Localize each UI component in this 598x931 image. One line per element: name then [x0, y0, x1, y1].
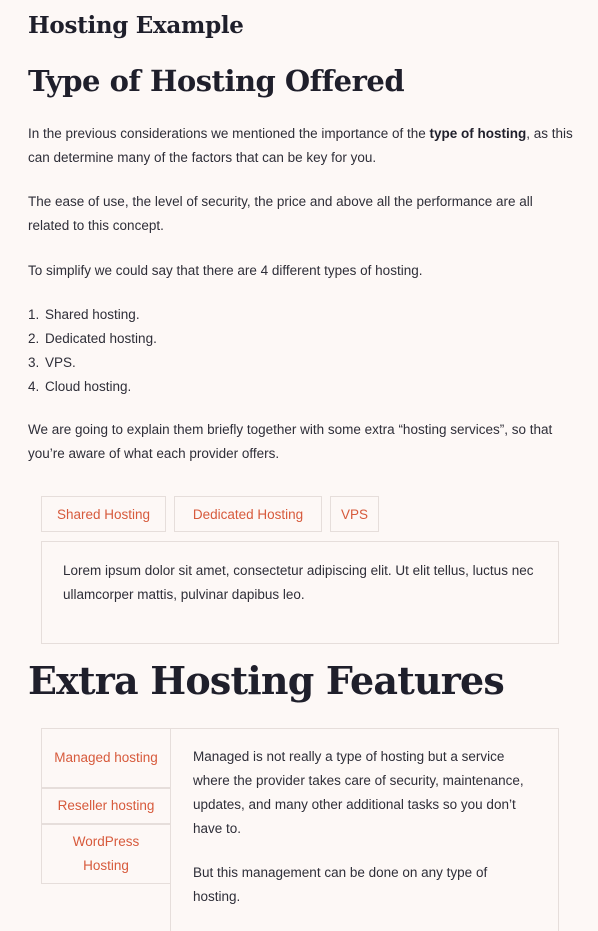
paragraph-types-count: To simplify we could say that there are 4 different types of hosting. — [28, 263, 423, 278]
vtab-panel-paragraph: But this management can be done on any type of hosting. — [193, 865, 488, 904]
vtab-panel-paragraph: Managed is not really a type of hosting but a service where the provider takes care of security, maintenance, updates, and many other additional tasks so you don’t have to. — [193, 749, 524, 836]
tab-panel — [41, 541, 559, 644]
list-item: 1. Shared hosting. — [28, 307, 140, 322]
paragraph-ease-of-use: The ease of use, the level of security, the price and above all the performance are all related to this concept. — [28, 194, 533, 233]
list-item: 2. Dedicated hosting. — [28, 331, 157, 346]
intro-text-bold: type of hosting — [429, 126, 527, 141]
vtab-panel — [170, 728, 559, 931]
tab-shared-hosting[interactable]: Shared Hosting — [41, 496, 166, 532]
section-heading-extra-features: Extra Hosting Features — [28, 658, 504, 703]
paragraph-explain: We are going to explain them briefly together with some extra “hosting services”, so that you’re aware of what each provider offers. — [28, 422, 553, 461]
tab-vps[interactable]: VPS — [330, 496, 379, 532]
tab-dedicated-hosting[interactable]: Dedicated Hosting — [174, 496, 322, 532]
site-title[interactable]: Hosting Example — [28, 12, 244, 39]
vtab-reseller-hosting[interactable]: Reseller hosting — [41, 788, 171, 824]
tab-panel-text: Lorem ipsum dolor sit amet, consectetur adipiscing elit. Ut elit tellus, luctus nec ullamcorper mattis, pulvinar dapibus leo. — [63, 563, 534, 602]
intro-text-start: In the previous considerations we mentioned the importance of the — [28, 126, 430, 141]
section-heading-hosting-types: Type of Hosting Offered — [28, 64, 405, 98]
vtab-wordpress-hosting[interactable]: WordPress Hosting — [41, 824, 171, 884]
hosting-types-list — [28, 303, 157, 399]
list-item: 4. Cloud hosting. — [28, 379, 132, 394]
intro-text-end: , as this can determine many of the factors that can be key for you. — [28, 126, 573, 165]
list-item: 3. VPS. — [28, 355, 76, 370]
intro-paragraph — [28, 122, 574, 170]
vtab-managed-hosting[interactable]: Managed hosting — [41, 728, 171, 788]
